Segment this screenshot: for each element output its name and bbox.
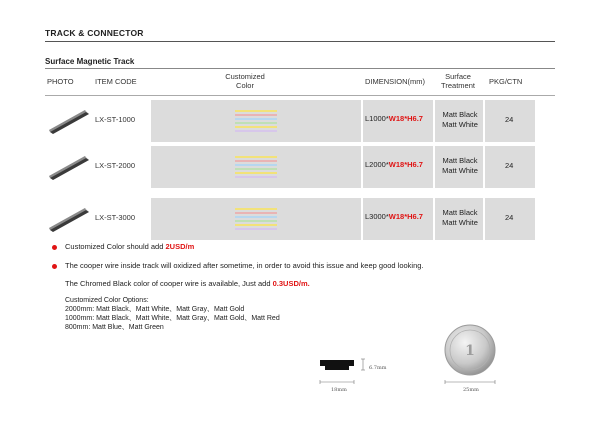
- swatch-line: [235, 212, 277, 214]
- swatch-line: [235, 172, 277, 174]
- color-swatch: [235, 208, 277, 230]
- note3-text: The Chromed Black color of cooper wire is available, Just add: [65, 279, 273, 288]
- color-cell: [151, 146, 361, 188]
- surface-line2: Matt White: [442, 166, 478, 175]
- dimension: [365, 212, 423, 221]
- options-line-800: 800mm: Matt Blue、Matt Green: [65, 324, 164, 331]
- note-chromed-black: [65, 279, 310, 288]
- header-surface-line1: Surface: [445, 72, 471, 81]
- note-customized-color: [65, 242, 194, 251]
- section-title: TRACK & CONNECTOR: [45, 28, 144, 38]
- width-label: 18mm: [331, 387, 347, 393]
- color-cell: [151, 100, 361, 142]
- color-swatch: [235, 110, 277, 132]
- surface-treatment: [437, 208, 483, 228]
- dimension: [365, 114, 423, 123]
- options-title: Customized Color Options:: [65, 297, 149, 304]
- dimension-prefix: L1000*: [365, 114, 389, 123]
- surface-line1: Matt Black: [442, 110, 478, 119]
- color-options: [65, 296, 280, 332]
- swatch-line: [235, 168, 277, 170]
- header-surface: [433, 72, 483, 90]
- section-divider: [45, 41, 555, 42]
- color-swatch: [235, 156, 277, 178]
- swatch-line: [235, 126, 277, 128]
- track-profile-icon: [320, 360, 354, 370]
- header-customized-color: [210, 72, 280, 90]
- surface-line2: Matt White: [442, 120, 478, 129]
- coin-size-label: 25mm: [463, 387, 479, 393]
- track-photo-icon: [47, 108, 91, 134]
- note1-price: 2USD/m: [165, 242, 195, 251]
- header-customized-color-line2: Color: [236, 81, 254, 90]
- swatch-line: [235, 156, 277, 158]
- surface-line2: Matt White: [442, 218, 478, 227]
- options-line-2000: 2000mm: Matt Black、Matt White、Matt Gray、Matt Gold: [65, 306, 245, 313]
- header-pkg: PKG/CTN: [489, 77, 523, 86]
- swatch-line: [235, 110, 277, 112]
- header-customized-color-line1: Customized: [225, 72, 265, 81]
- item-code: LX-ST-3000: [95, 213, 136, 222]
- swatch-line: [235, 118, 277, 120]
- table-row: [45, 100, 555, 142]
- item-code: LX-ST-2000: [95, 161, 136, 170]
- note-oxidation: The cooper wire inside track will oxidized after sometime, in order to avoid this issue and keep good looking.: [65, 261, 424, 270]
- pkg-per-carton: 24: [505, 115, 514, 124]
- track-photo-icon: [47, 154, 91, 180]
- swatch-line: [235, 228, 277, 230]
- dimension: [365, 160, 423, 169]
- swatch-line: [235, 220, 277, 222]
- swatch-line: [235, 114, 277, 116]
- bullet-icon: [52, 264, 57, 269]
- dimension-prefix: L3000*: [365, 212, 389, 221]
- swatch-line: [235, 160, 277, 162]
- bullet-icon: [52, 245, 57, 250]
- header-item-code: ITEM CODE: [95, 77, 137, 86]
- swatch-line: [235, 216, 277, 218]
- header-divider: [45, 95, 555, 96]
- header-photo: PHOTO: [47, 77, 74, 86]
- dimension-red: W18*H6.7: [388, 160, 423, 169]
- sub-divider: [45, 68, 555, 69]
- swatch-line: [235, 164, 277, 166]
- dimension-red: W18*H6.7: [388, 212, 423, 221]
- table-row: [45, 198, 555, 240]
- surface-treatment: [437, 110, 483, 130]
- color-cell: [151, 198, 361, 240]
- dimension-prefix: L2000*: [365, 160, 389, 169]
- height-label: 6.7mm: [369, 365, 387, 371]
- dimension-red: W18*H6.7: [388, 114, 423, 123]
- surface-line1: Matt Black: [442, 156, 478, 165]
- swatch-line: [235, 176, 277, 178]
- options-line-1000: 1000mm: Matt Black、Matt White、Matt Gray、Matt Gold、Matt Red: [65, 315, 280, 322]
- header-surface-line2: Treatment: [441, 81, 475, 90]
- note3-price: 0.3USD/m.: [272, 279, 310, 288]
- swatch-line: [235, 208, 277, 210]
- swatch-line: [235, 130, 277, 132]
- surface-treatment: [437, 156, 483, 176]
- table-row: [45, 146, 555, 188]
- surface-line1: Matt Black: [442, 208, 478, 217]
- track-photo-icon: [47, 206, 91, 232]
- swatch-line: [235, 224, 277, 226]
- note1-text: Customized Color should add: [65, 242, 166, 251]
- header-dimension: DIMENSION(mm): [365, 77, 425, 86]
- svg-text:1: 1: [465, 343, 475, 359]
- pkg-per-carton: 24: [505, 161, 514, 170]
- pkg-per-carton: 24: [505, 213, 514, 222]
- swatch-line: [235, 122, 277, 124]
- item-code: LX-ST-1000: [95, 115, 136, 124]
- sub-title: Surface Magnetic Track: [45, 57, 135, 66]
